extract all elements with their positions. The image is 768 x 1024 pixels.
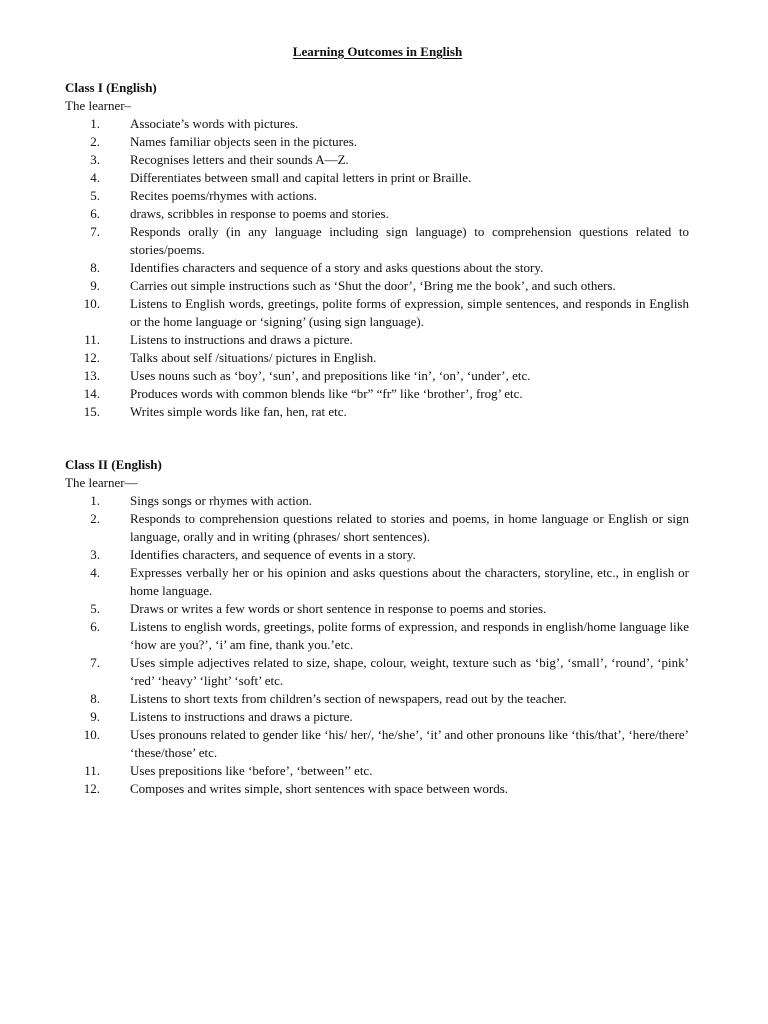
item-number: 5. xyxy=(90,601,100,616)
list-item xyxy=(65,367,689,385)
item-text: Responds orally (in any language including sign language) to comprehension questions related to stories/poems. xyxy=(130,224,689,257)
item-number: 12. xyxy=(83,781,100,796)
item-text: Listens to instructions and draws a picture. xyxy=(130,709,353,724)
list-item xyxy=(65,385,689,403)
list-item xyxy=(65,654,689,690)
item-text: Associate’s words with pictures. xyxy=(130,116,299,131)
list-item xyxy=(65,205,689,223)
list-item xyxy=(65,115,689,133)
item-number: 11. xyxy=(84,332,100,347)
item-number: 9. xyxy=(90,278,100,293)
list-item xyxy=(65,780,689,798)
list-item xyxy=(65,403,689,421)
list-item xyxy=(65,600,689,618)
item-text: Talks about self /situations/ pictures in English. xyxy=(130,350,377,365)
item-number: 8. xyxy=(90,260,100,275)
item-text: Uses simple adjectives related to size, shape, colour, weight, texture such as ‘big’, ‘small’, ‘round’, ‘pink’ ‘red’ ‘heavy’ ‘light’ ‘soft’ etc. xyxy=(130,655,689,688)
list-item xyxy=(65,349,689,367)
item-text: Names familiar objects seen in the pictures. xyxy=(130,134,358,149)
item-text: Writes simple words like fan, hen, rat etc. xyxy=(130,404,347,419)
item-number: 3. xyxy=(90,547,100,562)
section-intro: The learner– xyxy=(65,98,132,113)
item-text: Produces words with common blends like “br” “fr” like ‘brother’, frog’ etc. xyxy=(130,386,523,401)
item-text: Listens to english words, greetings, polite forms of expression, and responds in english/home language like ‘how are you?’, ‘i’ am fine, thank you.’etc. xyxy=(130,619,689,652)
item-text: Listens to short texts from children’s section of newspapers, read out by the teacher. xyxy=(130,691,567,706)
item-number: 9. xyxy=(90,709,100,724)
list-item xyxy=(65,546,689,564)
outcomes-list xyxy=(65,115,689,421)
item-text: Responds to comprehension questions related to stories and poems, in home language or English or sign language, orally and in writing (phrases/ short sentences). xyxy=(130,511,689,544)
list-item xyxy=(65,618,689,654)
outcomes-list xyxy=(65,492,689,798)
list-item xyxy=(65,331,689,349)
item-number: 8. xyxy=(90,691,100,706)
item-number: 11. xyxy=(84,763,100,778)
item-text: Composes and writes simple, short sentences with space between words. xyxy=(130,781,509,796)
item-text: Carries out simple instructions such as ‘Shut the door’, ‘Bring me the book’, and such others. xyxy=(130,278,616,293)
item-number: 1. xyxy=(90,116,100,131)
list-item xyxy=(65,492,689,510)
section-heading: Class I (English) xyxy=(65,80,157,95)
item-number: 6. xyxy=(90,619,100,634)
section-heading: Class II (English) xyxy=(65,457,162,472)
item-text: Identifies characters and sequence of a story and asks questions about the story. xyxy=(130,260,544,275)
list-item xyxy=(65,169,689,187)
item-text: Recites poems/rhymes with actions. xyxy=(130,188,318,203)
list-item xyxy=(65,564,689,600)
list-item xyxy=(65,277,689,295)
item-number: 4. xyxy=(90,170,100,185)
item-number: 2. xyxy=(90,134,100,149)
list-item xyxy=(65,690,689,708)
item-text: Differentiates between small and capital letters in print or Braille. xyxy=(130,170,472,185)
item-text: Uses pronouns related to gender like ‘his/ her/, ‘he/she’, ‘it’ and other pronouns like ‘this/that’, ‘here/there’ ‘these/those’ etc. xyxy=(130,727,689,760)
item-text: Listens to instructions and draws a picture. xyxy=(130,332,353,347)
item-text: draws, scribbles in response to poems and stories. xyxy=(130,206,389,221)
item-number: 1. xyxy=(90,493,100,508)
document-title: Learning Outcomes in English xyxy=(292,44,463,59)
list-item xyxy=(65,708,689,726)
list-item xyxy=(65,762,689,780)
list-item xyxy=(65,187,689,205)
item-text: Uses prepositions like ‘before’, ‘between’’ etc. xyxy=(130,763,373,778)
item-text: Uses nouns such as ‘boy’, ‘sun’, and prepositions like ‘in’, ‘on’, ‘under’, etc. xyxy=(130,368,531,383)
item-text: Identifies characters, and sequence of events in a story. xyxy=(130,547,416,562)
item-number: 5. xyxy=(90,188,100,203)
item-number: 4. xyxy=(90,565,100,580)
item-text: Recognises letters and their sounds A—Z. xyxy=(130,152,349,167)
section-class-1 xyxy=(65,79,689,421)
item-number: 15. xyxy=(83,404,100,419)
item-number: 10. xyxy=(83,727,100,742)
item-number: 6. xyxy=(90,206,100,221)
section-class-2 xyxy=(65,456,689,798)
list-item xyxy=(65,259,689,277)
item-number: 12. xyxy=(83,350,100,365)
list-item xyxy=(65,726,689,762)
list-item xyxy=(65,151,689,169)
list-item xyxy=(65,510,689,546)
item-number: 10. xyxy=(83,296,100,311)
item-text: Sings songs or rhymes with action. xyxy=(130,493,312,508)
item-number: 13. xyxy=(83,368,100,383)
item-number: 7. xyxy=(90,655,100,670)
item-number: 3. xyxy=(90,152,100,167)
list-item xyxy=(65,133,689,151)
item-number: 7. xyxy=(90,224,100,239)
item-text: Listens to English words, greetings, polite forms of expression, simple sentences, and responds in English or the home language or ‘signing’ (using sign language). xyxy=(130,296,689,329)
item-text: Expresses verbally her or his opinion and asks questions about the characters, storyline, etc., in english or home language. xyxy=(130,565,689,598)
item-number: 14. xyxy=(83,386,100,401)
item-number: 2. xyxy=(90,511,100,526)
item-text: Draws or writes a few words or short sentence in response to poems and stories. xyxy=(130,601,547,616)
section-intro: The learner— xyxy=(65,475,138,490)
list-item xyxy=(65,223,689,259)
list-item xyxy=(65,295,689,331)
